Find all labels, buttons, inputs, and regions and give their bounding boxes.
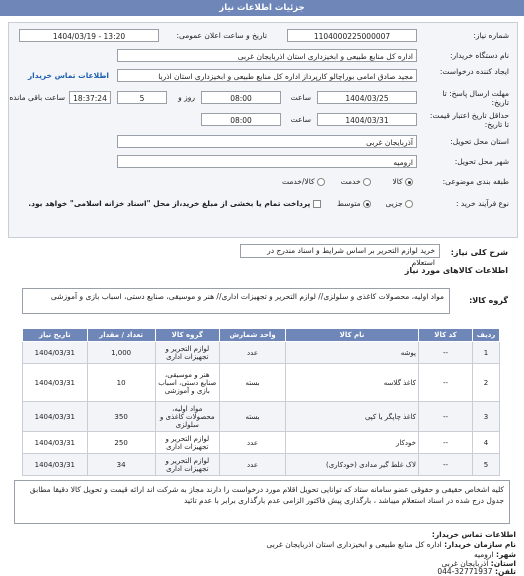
contact-province-value: آذربایجان غربی xyxy=(441,559,489,568)
need-details-panel xyxy=(8,22,518,238)
remaining-label: ساعت باقی مانده xyxy=(9,93,65,102)
cell-qty: 34 xyxy=(87,454,155,476)
delivery-province-label: استان محل تحویل: xyxy=(450,137,509,146)
radio-icon[interactable] xyxy=(405,200,413,208)
reply-time-label: ساعت xyxy=(290,93,311,102)
goods-table xyxy=(22,328,500,476)
contact-org-value: اداره کل منابع طبیعی و ابخیزداری استان اذربایجان غربی xyxy=(266,540,442,549)
cell-date: 1404/03/31 xyxy=(23,402,88,432)
cell-code: -- xyxy=(418,364,472,402)
contact-org xyxy=(266,540,516,549)
reply-deadline-label: مهلت ارسال پاسخ: تا تاریخ: xyxy=(442,89,509,107)
radio-icon[interactable] xyxy=(317,178,325,186)
reply-date-field[interactable]: 1404/03/25 xyxy=(317,91,417,104)
radio-icon[interactable] xyxy=(363,178,371,186)
table-row[interactable] xyxy=(23,432,500,454)
contact-city xyxy=(474,550,516,559)
column-header: گروه کالا xyxy=(155,329,219,342)
announce-datetime-field[interactable]: 1404/03/19 - 13:20 xyxy=(19,29,159,42)
cell-name: لاک غلط گیر مدادی (خودکاری) xyxy=(286,454,419,476)
radio-icon[interactable] xyxy=(363,200,371,208)
cell-group: لوازم التحریر و تجهیزات اداری xyxy=(155,432,219,454)
contact-city-label: شهر: xyxy=(496,550,516,559)
cell-qty: 1,000 xyxy=(87,342,155,364)
goods-group-label: گروه کالا: xyxy=(469,296,508,305)
cell-date: 1404/03/31 xyxy=(23,342,88,364)
radio-icon[interactable] xyxy=(405,178,413,186)
column-header: واحد شمارش xyxy=(219,329,285,342)
delivery-province-field[interactable]: آذربایجان غربی xyxy=(117,135,417,148)
buyer-org-label: نام دستگاه خریدار: xyxy=(449,51,509,60)
purchase-type-option-minor[interactable]: جزیی xyxy=(385,199,413,208)
cell-name: کاغذ گلاسه xyxy=(286,364,419,402)
cell-group: لوازم التحریر و تجهیزات اداری xyxy=(155,454,219,476)
goods-table-header xyxy=(23,329,500,342)
cell-group: هنر و موسیقی، صنایع دستی، اسباب بازی و آموزشی xyxy=(155,364,219,402)
table-row[interactable] xyxy=(23,364,500,402)
summary-field[interactable]: خرید لوازم التحریر بر اساس شرایط و اسناد مندرج در استعلام xyxy=(240,244,440,258)
creator-label: ایجاد کننده درخواست: xyxy=(439,67,509,76)
column-header: کد کالا xyxy=(418,329,472,342)
cell-row: 4 xyxy=(473,432,500,454)
category-option-goods[interactable]: کالا xyxy=(392,177,413,186)
cell-code: -- xyxy=(418,454,472,476)
checkbox-icon[interactable] xyxy=(313,200,321,208)
cell-name: کاغذ چاپگر یا کپی xyxy=(286,402,419,432)
contact-city-value: ارومیه xyxy=(473,550,494,559)
cell-date: 1404/03/31 xyxy=(23,432,88,454)
cell-row: 3 xyxy=(473,402,500,432)
goods-group-field[interactable]: مواد اولیه، محصولات کاغذی و سلولزی// لوازم التحریر و تجهیزات اداری// هنر و موسیقی، صنایع دستی، اسباب بازی و آموزشی xyxy=(22,288,450,314)
cell-qty: 350 xyxy=(87,402,155,432)
cell-date: 1404/03/31 xyxy=(23,364,88,402)
column-header: نام کالا xyxy=(286,329,419,342)
contact-phone-label: تلفن: xyxy=(494,567,516,576)
cell-name: خودکار xyxy=(286,432,419,454)
table-row[interactable] xyxy=(23,342,500,364)
contact-phone-value: 044-32771937 xyxy=(437,567,493,576)
cell-unit: بسته xyxy=(219,364,285,402)
page-title: جزئیات اطلاعات نیاز xyxy=(0,0,524,16)
cell-row: 2 xyxy=(473,364,500,402)
goods-section-title: اطلاعات کالاهای مورد نیاز xyxy=(404,266,508,275)
column-header: ردیف xyxy=(473,329,500,342)
cell-group: لوازم التحریر و تجهیزات اداری xyxy=(155,342,219,364)
cell-row: 5 xyxy=(473,454,500,476)
cell-name: پوشه xyxy=(286,342,419,364)
purchase-type-label: نوع فرآیند خرید : xyxy=(455,199,509,208)
contact-province-label: استان: xyxy=(490,559,516,568)
remaining-time-field[interactable]: 18:37:24 xyxy=(69,91,111,104)
days-field[interactable]: 5 xyxy=(117,91,167,104)
days-label: روز و xyxy=(178,93,195,102)
delivery-city-field[interactable]: ارومیه xyxy=(117,155,417,168)
price-validity-time-field[interactable]: 08:00 xyxy=(201,113,281,126)
contact-phone xyxy=(437,567,516,576)
cell-unit: عدد xyxy=(219,342,285,364)
cell-qty: 250 xyxy=(87,432,155,454)
cell-unit: عدد xyxy=(219,454,285,476)
buyer-org-field[interactable]: اداره کل منابع طبیعی و ابخیزداری استان اذربایجان غربی xyxy=(117,49,417,62)
table-row[interactable] xyxy=(23,402,500,432)
creator-field[interactable]: مجید صادق امامی بوراچالو کارپرداز اداره کل منابع طبیعی و ابخیزداری استان اذربا xyxy=(117,69,417,82)
announce-datetime-label: تاریخ و ساعت اعلان عمومی: xyxy=(176,31,267,40)
table-row[interactable] xyxy=(23,454,500,476)
reply-time-field[interactable]: 08:00 xyxy=(201,91,281,104)
treasury-payment-option[interactable]: پرداخت تمام یا بخشی از مبلغ خرید،از محل "اسناد خزانه اسلامی" خواهد بود. xyxy=(28,199,321,208)
cell-qty: 10 xyxy=(87,364,155,402)
need-number-label: شماره نیاز: xyxy=(473,31,509,40)
price-validity-label: حداقل تاریخ اعتبار قیمت: تا تاریخ: xyxy=(429,111,509,129)
price-validity-date-field[interactable]: 1404/03/31 xyxy=(317,113,417,126)
cell-unit: بسته xyxy=(219,402,285,432)
contact-org-label: نام سازمان خریدار: xyxy=(444,540,516,549)
cell-date: 1404/03/31 xyxy=(23,454,88,476)
category-option-goods-service[interactable]: کالا/خدمت xyxy=(282,177,325,186)
summary-label: شرح کلی نیاز: xyxy=(450,248,508,257)
cell-row: 1 xyxy=(473,342,500,364)
purchase-type-option-medium[interactable]: متوسط xyxy=(337,199,371,208)
buyer-notes: کلیه اشخاص حقیقی و حقوقی عضو سامانه ستاد که توانایی تحویل اقلام مورد درخواست را دارند مجاز به شرکت اند ارائه قیمت و تحویل کالا دقیقا مطابق جدول درج شده در اسناد استعلام میباشد ، بارگذاری پیش فاکتور الزامی عدم بارگذاری برابر با عدم تائید xyxy=(14,480,510,524)
cell-code: -- xyxy=(418,342,472,364)
cell-code: -- xyxy=(418,402,472,432)
price-validity-time-label: ساعت xyxy=(290,115,311,124)
need-number-field[interactable]: 1104000225000007 xyxy=(287,29,417,42)
column-header: تعداد / مقدار xyxy=(87,329,155,342)
contact-title: اطلاعات تماس خریدار: xyxy=(431,530,516,539)
cell-unit: عدد xyxy=(219,432,285,454)
cell-code: -- xyxy=(418,432,472,454)
cell-group: مواد اولیه، محصولات کاغذی و سلولزی xyxy=(155,402,219,432)
category-label: طبقه بندی موضوعی: xyxy=(442,177,509,186)
buyer-contact-link[interactable]: اطلاعات تماس خریدار xyxy=(27,71,109,80)
column-header: تاریخ نیاز xyxy=(23,329,88,342)
category-option-service[interactable]: خدمت xyxy=(341,177,371,186)
delivery-city-label: شهر محل تحویل: xyxy=(454,157,509,166)
